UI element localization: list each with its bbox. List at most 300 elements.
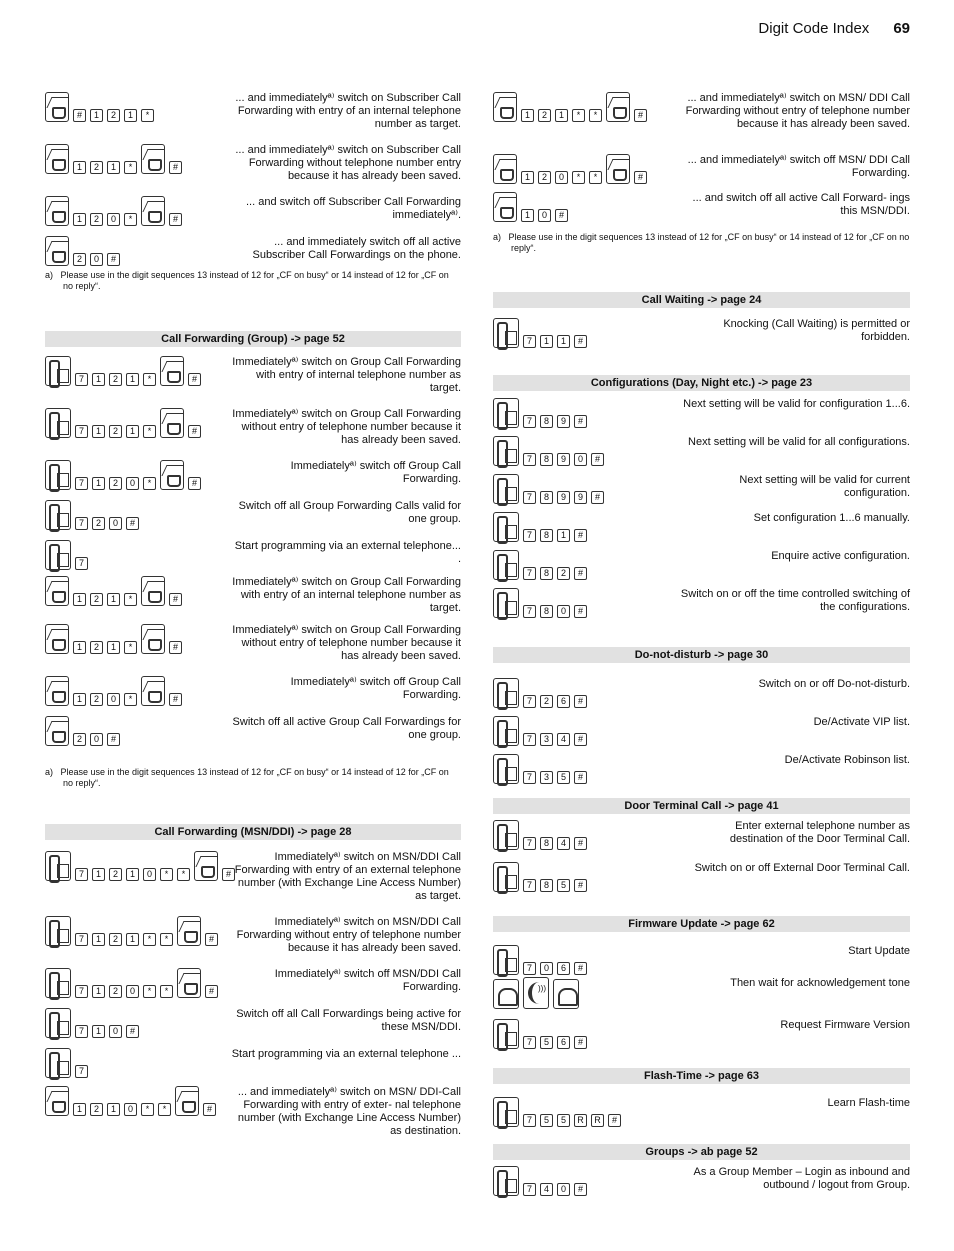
key-7: 7 (523, 1183, 536, 1196)
row-description: De/Activate VIP list. (813, 716, 910, 728)
key-sequence (493, 550, 591, 580)
key-hash: # (169, 641, 182, 654)
key-2: 2 (107, 109, 120, 122)
key-star: * (124, 641, 137, 654)
key-0: 0 (555, 171, 568, 184)
key-7: 7 (75, 1025, 88, 1038)
key-8: 8 (540, 491, 553, 504)
key-hash: # (591, 453, 604, 466)
key-hash: # (205, 933, 218, 946)
key-0: 0 (538, 209, 551, 222)
key-hash: # (574, 771, 587, 784)
key-0: 0 (574, 453, 587, 466)
key-sequence (493, 154, 651, 184)
key-6: 6 (557, 962, 570, 975)
phone-icon (45, 500, 71, 530)
key-2: 2 (538, 171, 551, 184)
key-hash: # (574, 1183, 587, 1196)
key-sequence (45, 968, 222, 998)
key-hash: # (169, 593, 182, 606)
page-header (758, 20, 910, 37)
key-hash: # (574, 733, 587, 746)
row-description: Immediatelyª⁾ switch off Group Call Forwarding. (290, 460, 461, 485)
phone-icon (45, 460, 71, 490)
key-sequence (45, 1008, 143, 1038)
row-description: Request Firmware Version (780, 1019, 910, 1031)
key-7: 7 (523, 605, 536, 618)
key-sequence (45, 716, 124, 746)
section-heading: Call Forwarding (MSN/DDI) -> page 28 (45, 824, 461, 840)
key-sequence (493, 1166, 591, 1196)
phone-icon (45, 408, 71, 438)
key-1: 1 (92, 425, 105, 438)
key-star: * (124, 593, 137, 606)
handset-icon (493, 192, 517, 222)
key-7: 7 (523, 837, 536, 850)
row-description: ... and immediately switch off all active Subscriber Call Forwardings on the phone. (252, 236, 461, 261)
key-2: 2 (90, 213, 103, 226)
key-sequence (45, 916, 222, 946)
handset-icon (141, 576, 165, 606)
key-8: 8 (540, 567, 553, 580)
key-7: 7 (523, 1114, 536, 1127)
key-7: 7 (523, 879, 536, 892)
key-7: 7 (523, 771, 536, 784)
phone-icon (45, 1048, 71, 1078)
key-sequence (493, 588, 591, 618)
key-1: 1 (73, 1103, 86, 1116)
key-1: 1 (92, 477, 105, 490)
key-3: 3 (540, 733, 553, 746)
key-sequence (493, 1019, 591, 1049)
key-star: * (141, 109, 154, 122)
key-hash: # (188, 477, 201, 490)
key-sequence (493, 92, 651, 122)
key-hash: # (126, 517, 139, 530)
key-0: 0 (540, 962, 553, 975)
phone-icon (45, 356, 71, 386)
key-1: 1 (124, 109, 137, 122)
key-star: * (141, 1103, 154, 1116)
key-sequence (45, 1086, 220, 1116)
page-title: Digit Code Index (758, 20, 870, 37)
key-5: 5 (540, 1114, 553, 1127)
key-2: 2 (90, 161, 103, 174)
key-sequence (493, 862, 591, 892)
key-8: 8 (540, 879, 553, 892)
key-star: * (143, 477, 156, 490)
key-star: * (572, 171, 585, 184)
key-1: 1 (107, 641, 120, 654)
handset-icon (175, 1086, 199, 1116)
key-1: 1 (107, 1103, 120, 1116)
key-5: 5 (557, 771, 570, 784)
row-description: Immediatelyª⁾ switch on Group Call Forwarding without entry of telephone number because it has already been saved. (232, 624, 461, 662)
section-heading: Do-not-disturb -> page 30 (493, 647, 910, 663)
footnote: a) Please use in the digit sequences 13 instead of 12 for „CF on busy“ or 14 instead of 12 for „CF on no reply“. (493, 232, 910, 253)
key-hash: # (169, 161, 182, 174)
key-2: 2 (109, 868, 122, 881)
key-sequence (45, 460, 205, 490)
key-7: 7 (75, 517, 88, 530)
key-1: 1 (73, 213, 86, 226)
key-hash: # (188, 425, 201, 438)
handset-icon (160, 356, 184, 386)
row-description: Immediatelyª⁾ switch off Group Call Forwarding. (290, 676, 461, 701)
key-sequence (493, 192, 572, 222)
phone-icon (45, 1008, 71, 1038)
row-description: Switch on or off External Door Terminal Call. (694, 862, 910, 874)
key-7: 7 (75, 1065, 88, 1078)
key-0: 0 (90, 253, 103, 266)
handset-icon (141, 676, 165, 706)
key-8: 8 (540, 605, 553, 618)
phone-icon (45, 968, 71, 998)
key-7: 7 (523, 415, 536, 428)
row-description: Start programming via an external telephone ... (231, 1048, 461, 1060)
key-hash: # (73, 109, 86, 122)
key-0: 0 (126, 477, 139, 490)
key-hash: # (574, 1036, 587, 1049)
key-sequence (493, 474, 608, 504)
phone-icon (493, 398, 519, 428)
key-hash: # (169, 213, 182, 226)
key-R: R (591, 1114, 604, 1127)
handset-icon (45, 716, 69, 746)
row-description: Next setting will be valid for current configuration. (739, 474, 910, 499)
row-description: ... and switch off Subscriber Call Forwarding immediatelyª⁾. (246, 196, 461, 221)
phone-icon (493, 945, 519, 975)
key-1: 1 (555, 109, 568, 122)
key-hash: # (188, 373, 201, 386)
handset-icon (45, 236, 69, 266)
row-description: Enter external telephone number as destination of the Door Terminal Call. (729, 820, 910, 845)
key-1: 1 (92, 1025, 105, 1038)
key-9: 9 (557, 453, 570, 466)
handset-icon (177, 916, 201, 946)
key-star: * (124, 213, 137, 226)
key-0: 0 (124, 1103, 137, 1116)
row-description: ... and immediatelyª⁾ switch on MSN/ DDI Call Forwarding without entry of telephone number because it has already been saved. (685, 92, 910, 130)
handset-icon (141, 196, 165, 226)
handset-icon (177, 968, 201, 998)
key-sequence (493, 678, 591, 708)
key-hash: # (555, 209, 568, 222)
key-star: * (160, 933, 173, 946)
key-4: 4 (557, 733, 570, 746)
key-2: 2 (109, 933, 122, 946)
key-0: 0 (557, 1183, 570, 1196)
key-sequence (45, 1048, 92, 1078)
key-5: 5 (557, 879, 570, 892)
key-hash: # (107, 253, 120, 266)
key-2: 2 (540, 695, 553, 708)
key-sequence (493, 512, 591, 542)
phone-icon (493, 678, 519, 708)
key-2: 2 (73, 733, 86, 746)
key-8: 8 (540, 529, 553, 542)
key-2: 2 (557, 567, 570, 580)
key-star: * (589, 109, 602, 122)
handset-icon (141, 144, 165, 174)
key-1: 1 (92, 933, 105, 946)
phone-icon (493, 512, 519, 542)
key-sequence (45, 144, 186, 174)
key-1: 1 (521, 109, 534, 122)
key-7: 7 (75, 868, 88, 881)
key-sequence (45, 540, 92, 570)
key-1: 1 (73, 641, 86, 654)
ringing-handset-icon (523, 977, 549, 1009)
key-2: 2 (90, 693, 103, 706)
handset-icon (45, 92, 69, 122)
row-description: Start programming via an external telephone... . (234, 540, 461, 565)
section-heading: Configurations (Day, Night etc.) -> page 23 (493, 375, 910, 391)
handset-icon (45, 576, 69, 606)
section-heading: Call Waiting -> page 24 (493, 292, 910, 308)
handset-icon (160, 408, 184, 438)
handset-icon (45, 1086, 69, 1116)
key-2: 2 (73, 253, 86, 266)
key-1: 1 (557, 335, 570, 348)
page-number: 69 (893, 20, 910, 37)
key-sequence (45, 851, 239, 881)
key-9: 9 (574, 491, 587, 504)
key-sequence (493, 1097, 625, 1127)
row-description: Switch off all Call Forwardings being active for these MSN/DDI. (236, 1008, 461, 1033)
key-hash: # (574, 567, 587, 580)
row-description: Knocking (Call Waiting) is permitted or forbidden. (723, 318, 910, 343)
key-1: 1 (73, 593, 86, 606)
key-2: 2 (90, 641, 103, 654)
key-1: 1 (73, 161, 86, 174)
key-1: 1 (126, 868, 139, 881)
row-description: Immediatelyª⁾ switch on Group Call Forwarding without entry of telephone number because it has already been saved. (232, 408, 461, 446)
footnote: a) Please use in the digit sequences 13 instead of 12 for „CF on busy“ or 14 instead of 12 for „CF on no reply“. (45, 767, 449, 788)
key-hash: # (205, 985, 218, 998)
key-star: * (143, 933, 156, 946)
phone-icon (45, 540, 71, 570)
key-7: 7 (523, 529, 536, 542)
key-4: 4 (557, 837, 570, 850)
handset-icon (45, 196, 69, 226)
key-sequence (493, 318, 591, 348)
section-heading: Door Terminal Call -> page 41 (493, 798, 910, 814)
row-description: ... and switch off all active Call Forward- ings this MSN/DDI. (692, 192, 910, 217)
key-hash: # (634, 109, 647, 122)
key-9: 9 (557, 491, 570, 504)
handset-icon (45, 144, 69, 174)
key-7: 7 (523, 1036, 536, 1049)
row-description: Switch on or off Do-not-disturb. (758, 678, 910, 690)
key-star: * (143, 373, 156, 386)
key-1: 1 (90, 109, 103, 122)
key-star: * (143, 425, 156, 438)
phone-icon (493, 1097, 519, 1127)
key-7: 7 (523, 567, 536, 580)
key-7: 7 (523, 962, 536, 975)
key-2: 2 (92, 517, 105, 530)
phone-icon (493, 862, 519, 892)
key-1: 1 (107, 593, 120, 606)
key-sequence (45, 236, 124, 266)
key-hash: # (574, 962, 587, 975)
key-7: 7 (75, 477, 88, 490)
row-description: Enquire active configuration. (771, 550, 910, 562)
key-star: * (160, 985, 173, 998)
phone-icon (493, 318, 519, 348)
handset-icon (606, 92, 630, 122)
key-2: 2 (109, 425, 122, 438)
key-0: 0 (143, 868, 156, 881)
key-7: 7 (75, 557, 88, 570)
key-2: 2 (109, 477, 122, 490)
section-heading: Groups -> ab page 52 (493, 1144, 910, 1160)
key-0: 0 (109, 1025, 122, 1038)
key-hash: # (574, 879, 587, 892)
key-hash: # (126, 1025, 139, 1038)
key-star: * (177, 868, 190, 881)
phone-icon (493, 550, 519, 580)
key-star: * (124, 693, 137, 706)
section-heading: Call Forwarding (Group) -> page 52 (45, 331, 461, 347)
row-description: As a Group Member – Login as inbound and outbound / logout from Group. (693, 1166, 910, 1191)
key-sequence (493, 820, 591, 850)
phone-icon (493, 1019, 519, 1049)
key-star: * (124, 161, 137, 174)
key-hash: # (203, 1103, 216, 1116)
phone-icon (45, 916, 71, 946)
key-star: * (158, 1103, 171, 1116)
key-7: 7 (523, 695, 536, 708)
row-description: ... and immediatelyª⁾ switch on Subscriber Call Forwarding without telephone number entry because it has already been saved. (235, 144, 461, 182)
key-2: 2 (538, 109, 551, 122)
row-description: Next setting will be valid for configuration 1...6. (683, 398, 910, 410)
key-hash: # (574, 529, 587, 542)
row-description: Immediatelyª⁾ switch on MSN/DDI Call Forwarding with entry of an external telephone number (with Exchange Line Access Number) as target. (234, 851, 461, 902)
key-1: 1 (107, 161, 120, 174)
key-hash: # (222, 868, 235, 881)
phone-icon (493, 716, 519, 746)
handset-icon (194, 851, 218, 881)
handset-icon (493, 92, 517, 122)
key-8: 8 (540, 453, 553, 466)
key-0: 0 (109, 517, 122, 530)
key-6: 6 (557, 1036, 570, 1049)
key-6: 6 (557, 695, 570, 708)
key-hash: # (634, 171, 647, 184)
key-7: 7 (523, 491, 536, 504)
key-1: 1 (73, 693, 86, 706)
row-description: Switch on or off the time controlled switching of the configurations. (680, 588, 910, 613)
key-7: 7 (75, 373, 88, 386)
section-heading: Flash-Time -> page 63 (493, 1068, 910, 1084)
phone-icon (493, 588, 519, 618)
row-description: De/Activate Robinson list. (784, 754, 910, 766)
handset-icon (160, 460, 184, 490)
key-1: 1 (126, 933, 139, 946)
row-description: ... and immediatelyª⁾ switch on MSN/ DDI-Call Forwarding with entry of exter- nal telephone number (with Exchange Line Access Number) as destination. (237, 1086, 461, 1137)
row-description: Learn Flash-time (827, 1097, 910, 1109)
key-hash: # (169, 693, 182, 706)
handset-icon (141, 624, 165, 654)
key-star: * (160, 868, 173, 881)
key-7: 7 (75, 425, 88, 438)
key-2: 2 (90, 593, 103, 606)
key-sequence (45, 408, 205, 438)
key-star: * (572, 109, 585, 122)
key-1: 1 (557, 529, 570, 542)
key-sequence (493, 716, 591, 746)
key-5: 5 (557, 1114, 570, 1127)
key-hash: # (574, 415, 587, 428)
key-7: 7 (523, 453, 536, 466)
footnote: a) Please use in the digit sequences 13 instead of 12 for „CF on busy“ or 14 instead of 12 for „CF on no reply“. (45, 270, 449, 291)
key-1: 1 (92, 985, 105, 998)
key-0: 0 (107, 693, 120, 706)
row-description: ... and immediatelyª⁾ switch off MSN/ DDI Call Forwarding. (687, 154, 910, 179)
key-1: 1 (521, 171, 534, 184)
key-R: R (574, 1114, 587, 1127)
handset-icon (45, 676, 69, 706)
phone-icon (493, 474, 519, 504)
key-sequence (45, 576, 186, 606)
key-star: * (143, 985, 156, 998)
telephone-icon (553, 979, 579, 1009)
key-1: 1 (92, 868, 105, 881)
key-sequence (45, 624, 186, 654)
telephone-icon (493, 979, 519, 1009)
handset-icon (493, 154, 517, 184)
key-hash: # (574, 837, 587, 850)
key-1: 1 (521, 209, 534, 222)
phone-icon (493, 1166, 519, 1196)
phone-icon (45, 851, 71, 881)
key-sequence (45, 356, 205, 386)
row-description: ... and immediatelyª⁾ switch on Subscriber Call Forwarding with entry of an internal telephone number as target. (235, 92, 461, 130)
key-7: 7 (75, 985, 88, 998)
key-hash: # (574, 605, 587, 618)
key-sequence (45, 500, 143, 530)
key-0: 0 (90, 733, 103, 746)
key-hash: # (574, 335, 587, 348)
key-sequence (493, 436, 608, 466)
key-sequence (45, 92, 158, 122)
key-hash: # (608, 1114, 621, 1127)
key-1: 1 (540, 335, 553, 348)
key-sequence (45, 676, 186, 706)
key-hash: # (574, 695, 587, 708)
key-sequence (493, 977, 583, 1009)
key-2: 2 (90, 1103, 103, 1116)
key-2: 2 (109, 373, 122, 386)
key-4: 4 (540, 1183, 553, 1196)
row-description: Then wait for acknowledgement tone (730, 977, 910, 989)
key-7: 7 (75, 933, 88, 946)
key-1: 1 (126, 373, 139, 386)
row-description: Immediatelyª⁾ switch on MSN/DDI Call Forwarding without entry of telephone number because it has already been saved. (236, 916, 461, 954)
key-0: 0 (126, 985, 139, 998)
row-description: Start Update (848, 945, 910, 957)
key-star: * (589, 171, 602, 184)
key-3: 3 (540, 771, 553, 784)
key-7: 7 (523, 733, 536, 746)
key-1: 1 (92, 373, 105, 386)
phone-icon (493, 436, 519, 466)
key-0: 0 (107, 213, 120, 226)
key-9: 9 (557, 415, 570, 428)
key-sequence (493, 754, 591, 784)
